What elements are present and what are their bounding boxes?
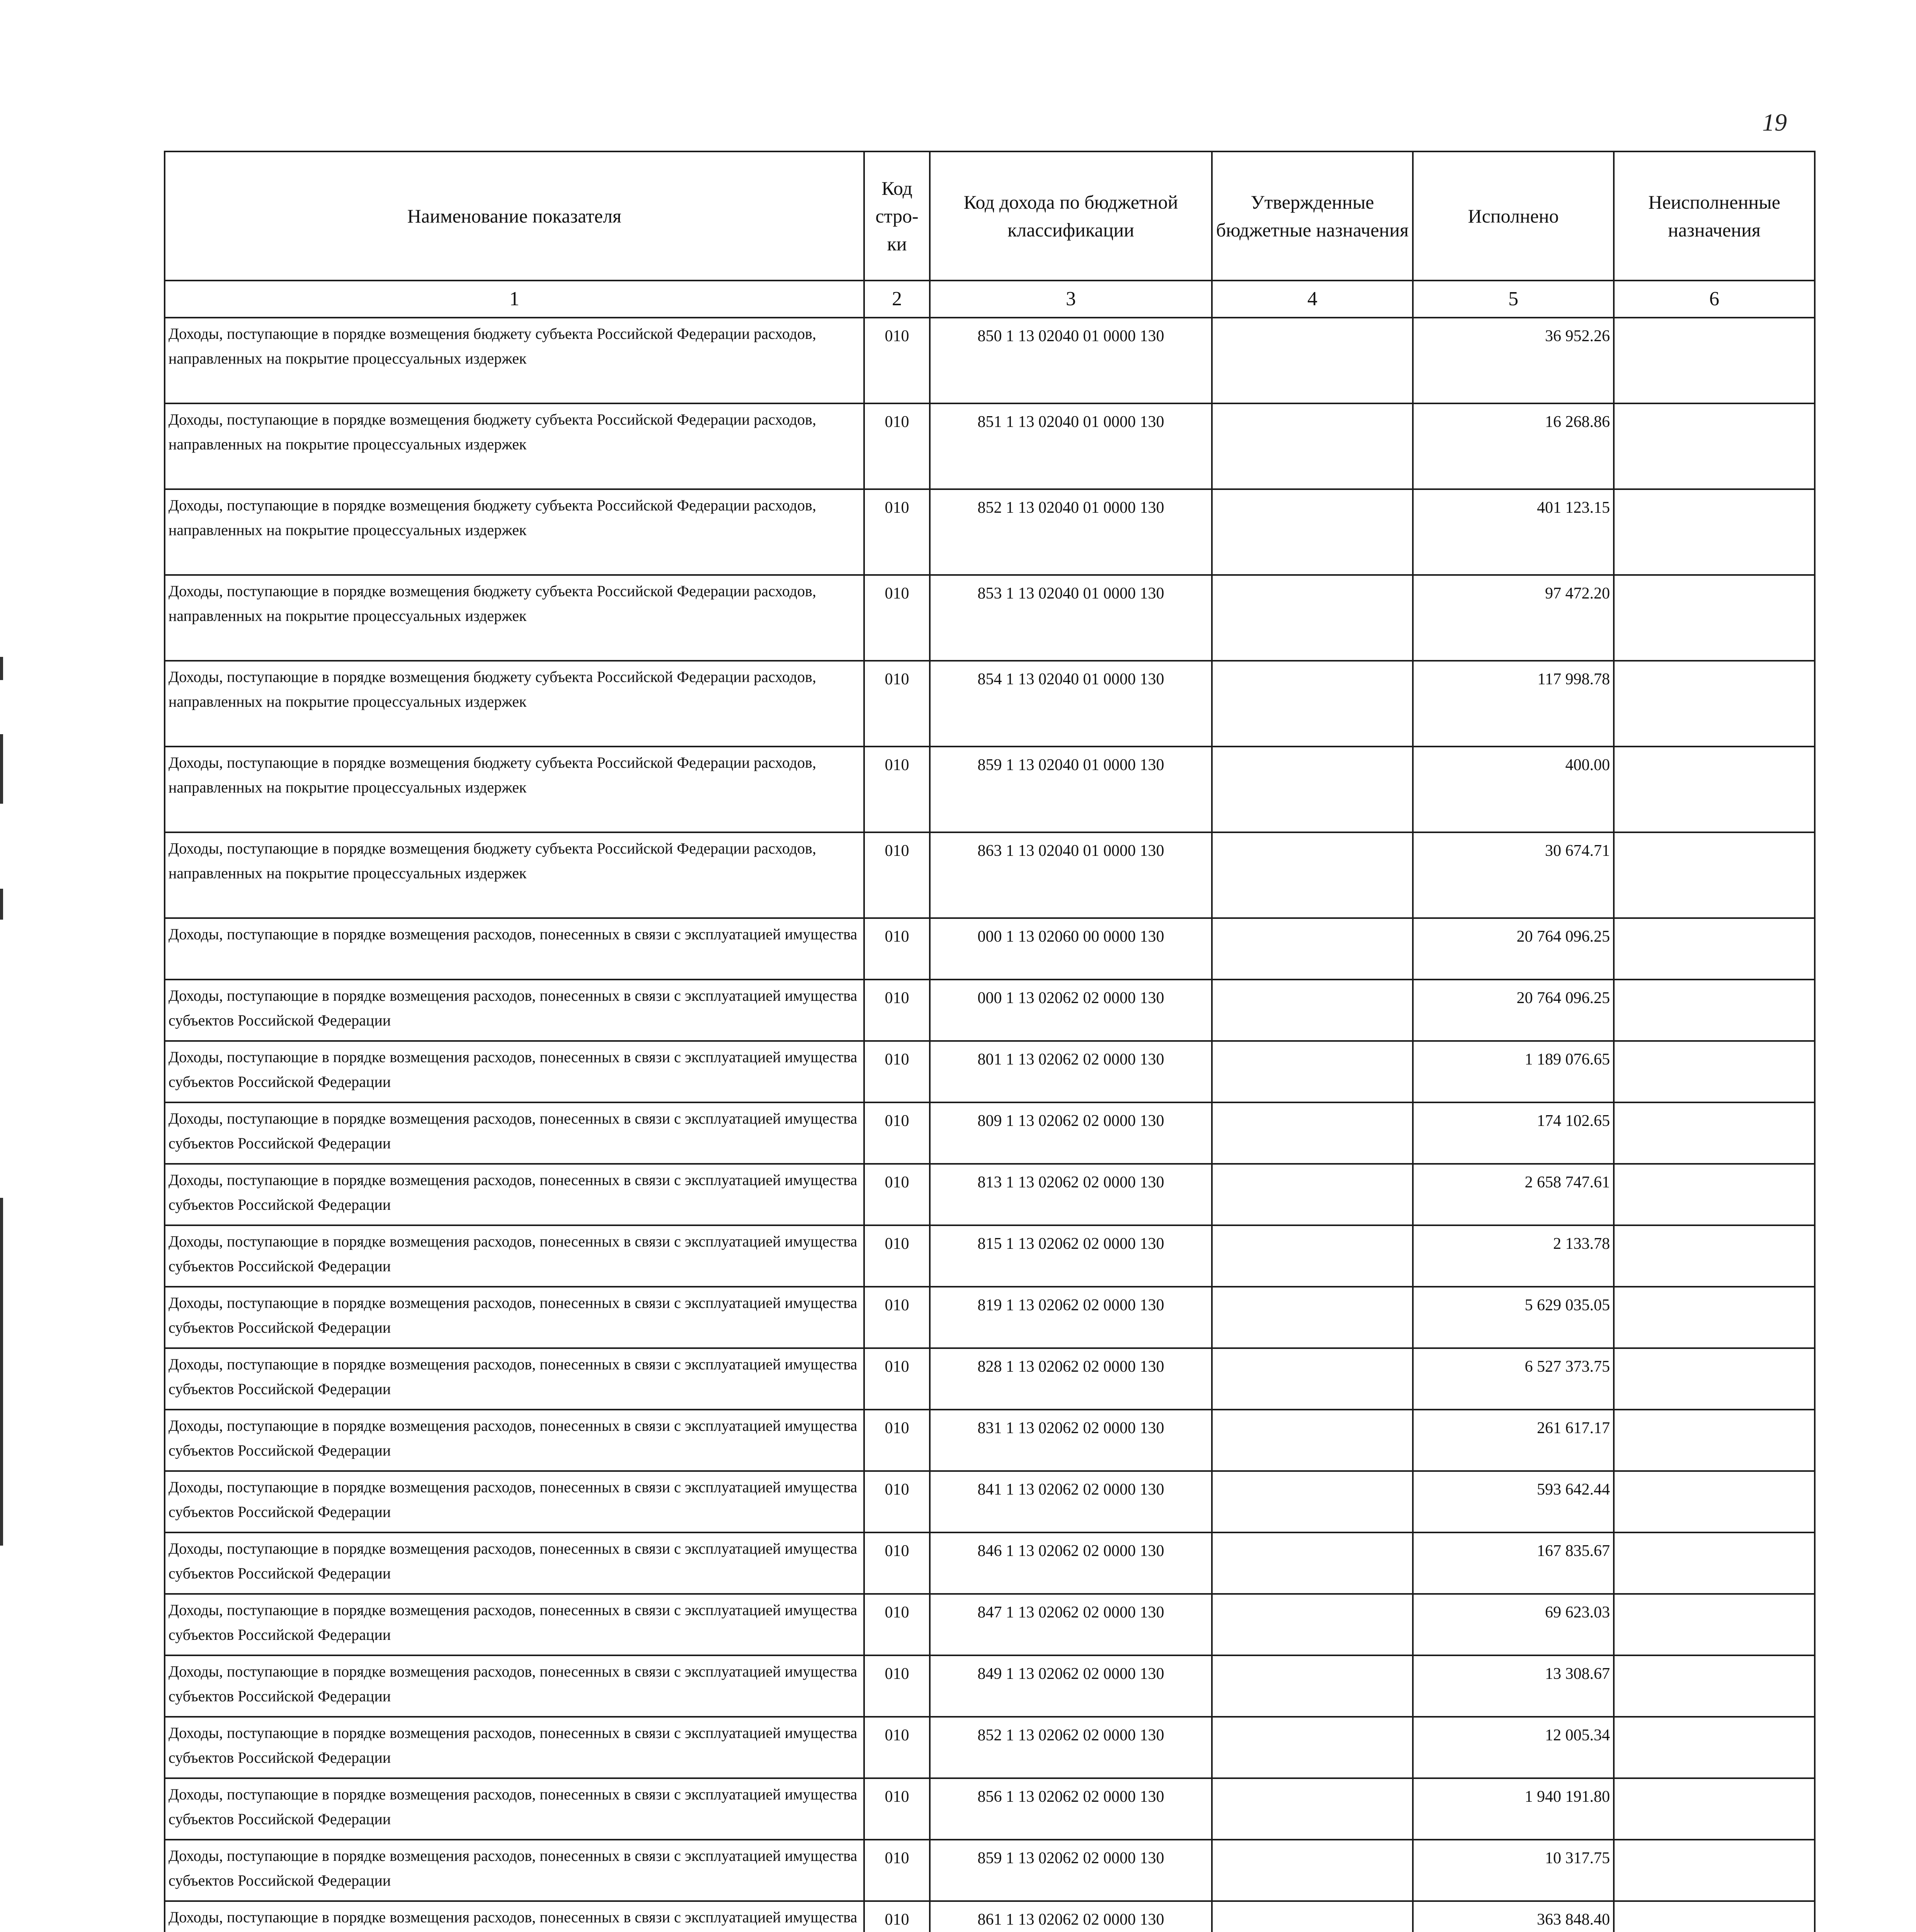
header-line-code: Код стро- ки [864,151,930,281]
row-approved [1212,1532,1413,1594]
row-line-code: 010 [864,918,930,980]
row-line-code: 010 [864,318,930,403]
table-row [165,1348,1815,1410]
row-unexecuted [1614,1655,1815,1717]
row-income-code: 847 1 13 02062 02 0000 130 [930,1594,1212,1655]
row-line-code: 010 [864,1041,930,1102]
row-name: Доходы, поступающие в порядке возмещения расходов, понесенных в связи с эксплуатацией имущества субъектов Российской Федерации [165,1532,864,1594]
row-executed: 1 940 191.80 [1413,1778,1614,1840]
table-row [165,1471,1815,1532]
table-row [165,1041,1815,1102]
row-unexecuted [1614,980,1815,1041]
row-executed: 167 835.67 [1413,1532,1614,1594]
row-approved [1212,489,1413,575]
column-number: 4 [1212,281,1413,318]
column-number: 1 [165,281,864,318]
row-line-code: 010 [864,1840,930,1901]
row-executed: 13 308.67 [1413,1655,1614,1717]
row-approved [1212,1717,1413,1778]
row-line-code: 010 [864,747,930,832]
table-row [165,1287,1815,1348]
column-number: 6 [1614,281,1815,318]
row-executed: 16 268.86 [1413,403,1614,489]
table-row [165,1225,1815,1287]
row-approved [1212,747,1413,832]
row-executed: 12 005.34 [1413,1717,1614,1778]
row-name: Доходы, поступающие в порядке возмещения расходов, понесенных в связи с эксплуатацией имущества субъектов Российской Федерации [165,1164,864,1225]
row-name: Доходы, поступающие в порядке возмещения расходов, понесенных в связи с эксплуатацией имущества субъектов Российской Федерации [165,1287,864,1348]
row-executed: 5 629 035.05 [1413,1287,1614,1348]
row-executed: 174 102.65 [1413,1102,1614,1164]
scan-edge-mark [0,657,3,680]
row-name: Доходы, поступающие в порядке возмещения расходов, понесенных в связи с эксплуатацией имущества субъектов Российской Федерации [165,1102,864,1164]
row-name: Доходы, поступающие в порядке возмещения расходов, понесенных в связи с эксплуатацией имущества субъектов Российской Федерации [165,1471,864,1532]
row-approved [1212,575,1413,661]
row-income-code: 859 1 13 02062 02 0000 130 [930,1840,1212,1901]
table-row [165,1410,1815,1471]
row-executed: 30 674.71 [1413,832,1614,918]
row-unexecuted [1614,1532,1815,1594]
row-line-code: 010 [864,1287,930,1348]
row-name: Доходы, поступающие в порядке возмещения бюджету субъекта Российской Федерации расходов, направленных на покрытие процессуальных издержек [165,318,864,403]
table-row [165,318,1815,403]
row-approved [1212,1348,1413,1410]
row-unexecuted [1614,1840,1815,1901]
row-unexecuted [1614,318,1815,403]
row-line-code: 010 [864,1410,930,1471]
row-income-code: 849 1 13 02062 02 0000 130 [930,1655,1212,1717]
scan-edge-mark [0,889,3,920]
table-row [165,918,1815,980]
row-line-code: 010 [864,980,930,1041]
row-line-code: 010 [864,1594,930,1655]
row-line-code: 010 [864,1655,930,1717]
row-income-code: 815 1 13 02062 02 0000 130 [930,1225,1212,1287]
row-executed: 36 952.26 [1413,318,1614,403]
row-unexecuted [1614,747,1815,832]
row-unexecuted [1614,1348,1815,1410]
row-income-code: 851 1 13 02040 01 0000 130 [930,403,1212,489]
table-header-row [165,151,1815,281]
income-report-table [164,151,1816,1932]
row-income-code: 809 1 13 02062 02 0000 130 [930,1102,1212,1164]
row-approved [1212,918,1413,980]
row-name: Доходы, поступающие в порядке возмещения расходов, понесенных в связи с эксплуатацией имущества субъектов Российской Федерации [165,1041,864,1102]
column-numbers-row [165,281,1815,318]
row-income-code: 854 1 13 02040 01 0000 130 [930,661,1212,747]
row-unexecuted [1614,489,1815,575]
row-line-code: 010 [864,489,930,575]
row-name: Доходы, поступающие в порядке возмещения расходов, понесенных в связи с эксплуатацией имущества субъектов Российской Федерации [165,1655,864,1717]
row-line-code: 010 [864,1102,930,1164]
row-line-code: 010 [864,661,930,747]
table-row [165,1102,1815,1164]
row-income-code: 846 1 13 02062 02 0000 130 [930,1532,1212,1594]
row-unexecuted [1614,1102,1815,1164]
row-executed: 261 617.17 [1413,1410,1614,1471]
row-unexecuted [1614,1594,1815,1655]
row-unexecuted [1614,832,1815,918]
table-row [165,1717,1815,1778]
row-executed: 1 189 076.65 [1413,1041,1614,1102]
table-row [165,980,1815,1041]
row-unexecuted [1614,1041,1815,1102]
row-line-code: 010 [864,1532,930,1594]
row-executed: 117 998.78 [1413,661,1614,747]
row-line-code: 010 [864,1471,930,1532]
row-unexecuted [1614,1471,1815,1532]
row-line-code: 010 [864,575,930,661]
row-name: Доходы, поступающие в порядке возмещения расходов, понесенных в связи с эксплуатацией имущества субъектов Российской Федерации [165,1410,864,1471]
row-approved [1212,980,1413,1041]
row-line-code: 010 [864,1225,930,1287]
header-income-code: Код дохода по бюджетной классификации [930,151,1212,281]
row-unexecuted [1614,1164,1815,1225]
row-income-code: 831 1 13 02062 02 0000 130 [930,1410,1212,1471]
row-approved [1212,661,1413,747]
row-approved [1212,1102,1413,1164]
table-row [165,1901,1815,1932]
row-name: Доходы, поступающие в порядке возмещения расходов, понесенных в связи с эксплуатацией имущества субъектов Российской Федерации [165,1778,864,1840]
row-name: Доходы, поступающие в порядке возмещения расходов, понесенных в связи с эксплуатацией имущества [165,918,864,980]
row-executed: 2 658 747.61 [1413,1164,1614,1225]
row-income-code: 841 1 13 02062 02 0000 130 [930,1471,1212,1532]
row-executed: 97 472.20 [1413,575,1614,661]
row-approved [1212,1594,1413,1655]
header-executed: Исполнено [1413,151,1614,281]
table-row [165,1594,1815,1655]
row-executed: 401 123.15 [1413,489,1614,575]
row-approved [1212,1225,1413,1287]
table-row [165,832,1815,918]
table-row [165,489,1815,575]
row-name: Доходы, поступающие в порядке возмещения расходов, понесенных в связи с эксплуатацией имущества субъектов Российской Федерации [165,1594,864,1655]
row-name: Доходы, поступающие в порядке возмещения бюджету субъекта Российской Федерации расходов, направленных на покрытие процессуальных издержек [165,575,864,661]
row-approved [1212,1840,1413,1901]
row-executed: 20 764 096.25 [1413,918,1614,980]
row-name: Доходы, поступающие в порядке возмещения бюджету субъекта Российской Федерации расходов, направленных на покрытие процессуальных издержек [165,832,864,918]
column-number: 3 [930,281,1212,318]
row-unexecuted [1614,1901,1815,1932]
header-approved: Утвержденные бюджетные назначения [1212,151,1413,281]
row-line-code: 010 [864,1778,930,1840]
row-executed: 400.00 [1413,747,1614,832]
row-line-code: 010 [864,832,930,918]
row-approved [1212,1287,1413,1348]
row-name: Доходы, поступающие в порядке возмещения бюджету субъекта Российской Федерации расходов, направленных на покрытие процессуальных издержек [165,661,864,747]
row-approved [1212,1041,1413,1102]
row-name: Доходы, поступающие в порядке возмещения расходов, понесенных в связи с эксплуатацией имущества [165,1901,864,1932]
row-income-code: 828 1 13 02062 02 0000 130 [930,1348,1212,1410]
row-approved [1212,1901,1413,1932]
row-income-code: 852 1 13 02062 02 0000 130 [930,1717,1212,1778]
row-unexecuted [1614,661,1815,747]
column-number: 5 [1413,281,1614,318]
row-approved [1212,1471,1413,1532]
row-line-code: 010 [864,1901,930,1932]
row-executed: 20 764 096.25 [1413,980,1614,1041]
row-approved [1212,318,1413,403]
page-number: 19 [1762,109,1787,136]
row-line-code: 010 [864,1348,930,1410]
row-executed: 363 848.40 [1413,1901,1614,1932]
row-unexecuted [1614,575,1815,661]
row-line-code: 010 [864,1717,930,1778]
row-approved [1212,1655,1413,1717]
scan-edge-mark [0,1198,3,1546]
table-row [165,403,1815,489]
row-approved [1212,1410,1413,1471]
table-row [165,1532,1815,1594]
row-income-code: 859 1 13 02040 01 0000 130 [930,747,1212,832]
row-income-code: 861 1 13 02062 02 0000 130 [930,1901,1212,1932]
row-income-code: 000 1 13 02060 00 0000 130 [930,918,1212,980]
row-line-code: 010 [864,403,930,489]
table-row [165,1840,1815,1901]
row-name: Доходы, поступающие в порядке возмещения расходов, понесенных в связи с эксплуатацией имущества субъектов Российской Федерации [165,980,864,1041]
row-income-code: 863 1 13 02040 01 0000 130 [930,832,1212,918]
row-name: Доходы, поступающие в порядке возмещения бюджету субъекта Российской Федерации расходов, направленных на покрытие процессуальных издержек [165,403,864,489]
scan-edge-mark [0,734,3,804]
row-approved [1212,1164,1413,1225]
row-income-code: 801 1 13 02062 02 0000 130 [930,1041,1212,1102]
table-row [165,1655,1815,1717]
row-executed: 10 317.75 [1413,1840,1614,1901]
row-unexecuted [1614,403,1815,489]
row-approved [1212,403,1413,489]
row-name: Доходы, поступающие в порядке возмещения бюджету субъекта Российской Федерации расходов, направленных на покрытие процессуальных издержек [165,747,864,832]
row-name: Доходы, поступающие в порядке возмещения расходов, понесенных в связи с эксплуатацией имущества субъектов Российской Федерации [165,1840,864,1901]
row-executed: 69 623.03 [1413,1594,1614,1655]
row-name: Доходы, поступающие в порядке возмещения бюджету субъекта Российской Федерации расходов, направленных на покрытие процессуальных издержек [165,489,864,575]
row-unexecuted [1614,918,1815,980]
row-unexecuted [1614,1410,1815,1471]
header-unexecuted: Неисполненные назначения [1614,151,1815,281]
row-income-code: 813 1 13 02062 02 0000 130 [930,1164,1212,1225]
row-name: Доходы, поступающие в порядке возмещения расходов, понесенных в связи с эксплуатацией имущества субъектов Российской Федерации [165,1225,864,1287]
table-row [165,661,1815,747]
table-row [165,575,1815,661]
row-executed: 2 133.78 [1413,1225,1614,1287]
row-income-code: 853 1 13 02040 01 0000 130 [930,575,1212,661]
row-income-code: 856 1 13 02062 02 0000 130 [930,1778,1212,1840]
table-row [165,1778,1815,1840]
row-name: Доходы, поступающие в порядке возмещения расходов, понесенных в связи с эксплуатацией имущества субъектов Российской Федерации [165,1717,864,1778]
row-income-code: 850 1 13 02040 01 0000 130 [930,318,1212,403]
row-income-code: 819 1 13 02062 02 0000 130 [930,1287,1212,1348]
row-unexecuted [1614,1717,1815,1778]
column-number: 2 [864,281,930,318]
row-executed: 6 527 373.75 [1413,1348,1614,1410]
row-unexecuted [1614,1287,1815,1348]
header-name: Наименование показателя [165,151,864,281]
row-income-code: 000 1 13 02062 02 0000 130 [930,980,1212,1041]
row-unexecuted [1614,1778,1815,1840]
row-approved [1212,1778,1413,1840]
table-row [165,1164,1815,1225]
table-row [165,747,1815,832]
row-name: Доходы, поступающие в порядке возмещения расходов, понесенных в связи с эксплуатацией имущества субъектов Российской Федерации [165,1348,864,1410]
row-income-code: 852 1 13 02040 01 0000 130 [930,489,1212,575]
row-unexecuted [1614,1225,1815,1287]
table-body [165,318,1815,1932]
row-executed: 593 642.44 [1413,1471,1614,1532]
row-line-code: 010 [864,1164,930,1225]
row-approved [1212,832,1413,918]
